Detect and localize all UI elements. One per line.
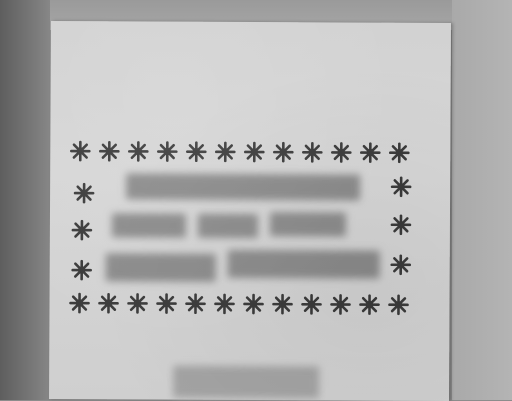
left-border-star-1 xyxy=(72,181,96,205)
redacted-line-2-part-2 xyxy=(198,214,258,238)
asterisk-icon xyxy=(242,140,266,164)
asterisk-icon xyxy=(329,140,353,164)
asterisk-icon xyxy=(96,291,120,315)
asterisk-icon xyxy=(126,139,150,163)
asterisk-icon xyxy=(386,293,410,317)
left-border-star-2 xyxy=(70,218,94,242)
asterisk-icon xyxy=(184,140,208,164)
background-left-shadow xyxy=(0,0,50,400)
asterisk-icon xyxy=(271,140,295,164)
asterisk-icon xyxy=(68,139,92,163)
asterisk-icon xyxy=(299,292,323,316)
background-right xyxy=(452,0,512,400)
top-border-row xyxy=(68,139,411,165)
asterisk-icon xyxy=(154,292,178,316)
redacted-line-1 xyxy=(126,173,360,200)
redacted-line-3-part-2 xyxy=(228,250,380,279)
asterisk-icon xyxy=(212,292,236,316)
right-border-star-3 xyxy=(389,253,413,277)
redacted-line-3-part-1 xyxy=(106,253,216,282)
asterisk-icon xyxy=(357,293,381,317)
right-border-star-2 xyxy=(389,213,413,237)
asterisk-icon xyxy=(270,292,294,316)
asterisk-icon xyxy=(97,139,121,163)
asterisk-icon xyxy=(213,140,237,164)
paper-card xyxy=(49,21,451,401)
asterisk-icon xyxy=(67,291,91,315)
left-border-star-3 xyxy=(70,258,94,282)
redacted-line-2-part-1 xyxy=(112,213,186,237)
asterisk-icon xyxy=(241,292,265,316)
asterisk-icon xyxy=(125,291,149,315)
asterisk-icon xyxy=(328,292,352,316)
asterisk-icon xyxy=(358,141,382,165)
right-border-star-1 xyxy=(389,175,413,199)
asterisk-icon xyxy=(183,292,207,316)
redacted-line-2-part-3 xyxy=(270,212,346,236)
bottom-border-row xyxy=(67,291,410,317)
asterisk-icon xyxy=(300,140,324,164)
redacted-footer-text xyxy=(173,366,319,399)
asterisk-icon xyxy=(387,141,411,165)
asterisk-icon xyxy=(155,140,179,164)
